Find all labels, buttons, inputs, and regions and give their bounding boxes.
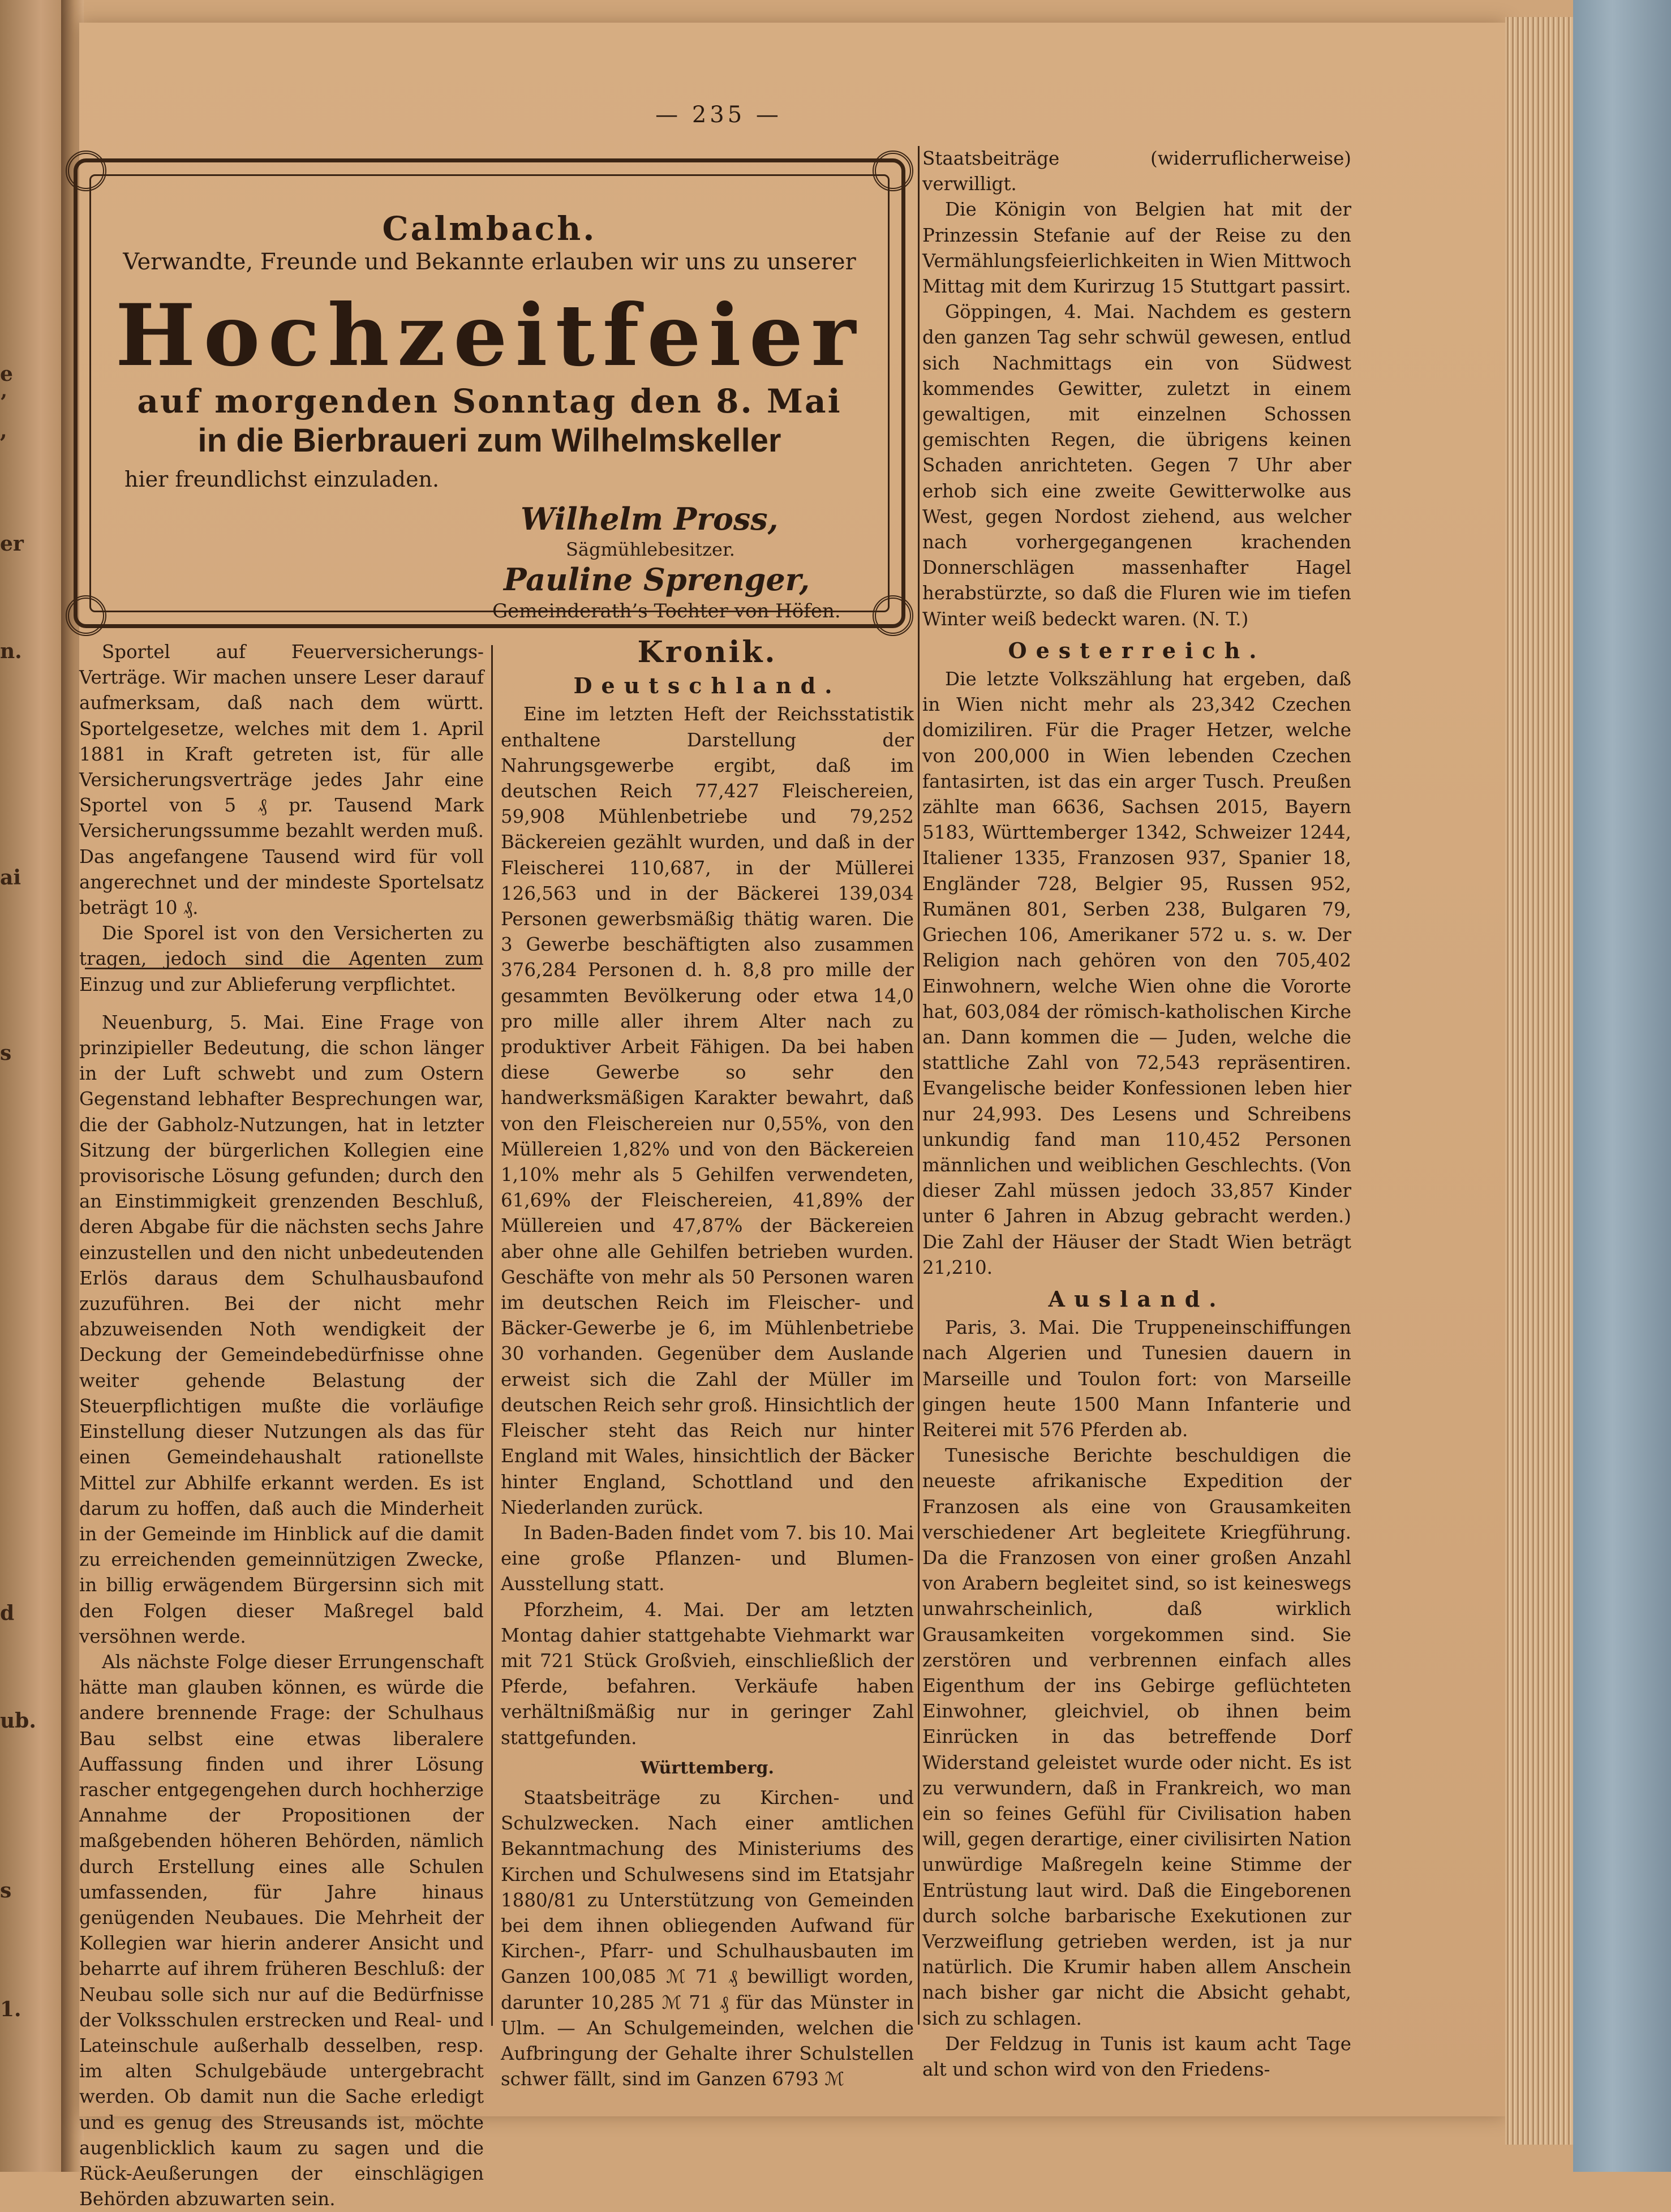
fragment: ’ bbox=[0, 390, 7, 414]
wedding-advertisement bbox=[74, 158, 905, 628]
article-paragraph: Sportel auf Feuerversicherungs-Verträge. Wir machen unsere Leser darauf aufmerksam, daß nach dem württ. Sportelgesetze, welches mit dem 1. April 1881 in Kraft getreten ist, für alle Versicherungsverträge jedes Jahr eine Sportel von 5 ₰ pr. Tausend Mark Versicherungssumme bezahlt werden muß. Das angefangene Tausend wird für voll angerechnet und der mindeste Sportelsatz beträgt 10 ₰. bbox=[79, 641, 484, 919]
article-paragraph: Staatsbeiträge (widerruflicherweise) verwilligt. bbox=[922, 148, 1351, 195]
article-paragraph: In Baden-Baden findet vom 7. bis 10. Mai eine große Pflanzen- und Blumen-Ausstellung statt. bbox=[501, 1522, 914, 1595]
fragment: 1. bbox=[0, 1998, 22, 2021]
fragment: ub. bbox=[0, 1709, 36, 1733]
article-paragraph: Die letzte Volkszählung hat ergeben, daß in Wien nicht mehr als 23,342 Czechen domiziliren. Für die Prager Hetzer, welche von 200,000 in Wien lebenden Czechen fantasirten, ist das ein arger Tusch. Preußen zählte man 6636, Sachsen 2015, Bayern 5183, Württemberger 1342, Schweizer 1244, Italiener 1335, Franzosen 937, Spanier 18, Engländer 728, Belgier 95, Russen 952, Rumänen 801, Serben 238, Bulgaren 79, Griechen 106, Amerikaner 572 u. s. w. Der Religion nach gehören von den 705,402 Einwohnern, welche Wien ohne die Vororte hat, 603,084 der römisch-katholischen Kirche an. Dann kommen die — Juden, welche die stattliche Zahl von 72,543 repräsentiren. Evangelische beider Konfessionen leben hier nur 24,993. Des Lesens und Schreibens unkundig fand man 110,452 Personen männlichen und weiblichen Geschlechts. (Von dieser Zahl müssen jedoch 33,857 Kinder unter 6 Jahren in Abzug gebracht werden.) Die Zahl der Häuser der Stadt Wien beträgt 21,210. bbox=[922, 668, 1351, 1278]
fragment: d bbox=[0, 1601, 15, 1625]
section-title: Kronik. bbox=[637, 635, 777, 669]
ad-place: Calmbach. bbox=[382, 209, 597, 248]
ad-venue: in die Bierbraueri zum Wilhelmskeller bbox=[197, 422, 781, 459]
fragment: n. bbox=[0, 639, 22, 663]
ad-name-groom: Wilhelm Pross, bbox=[521, 501, 779, 537]
ornament-icon bbox=[873, 151, 913, 191]
section-heading: Deutschland. bbox=[573, 673, 841, 699]
article-paragraph: Neuenburg, 5. Mai. Eine Frage von prinzipieller Bedeutung, die schon länger in der Luft schwebt und zum Ostern Gegenstand lebhafter Besprechungen war, die der Gabholz-Nutzungen, hat in letzter Sitzung der bürgerlichen Kollegien eine provisorische Lösung gefunden; durch den an Einstimmigkeit grenzenden Beschluß, deren Abgabe für die nächsten sechs Jahre einzustellen und den nicht unbedeutenden Erlös daraus dem Schulhausbaufond zuzuführen. Bei der nicht mehr abzuweisenden Noth wendigkeit der Deckung der Gemeindebedürfnisse ohne weiter gehende Belastung der Steuerpflichtigen mußte die vorläufige Einstellung dieser Nutzungen als das für einen Gemeindehaushalt rationellste Mittel zur Abhilfe erkannt werden. Es ist darum zu hoffen, daß auch die Minderheit in der Gemeinde im Hinblick auf die damit zu erreichenden gemeinnützigen Zwecke, in billig erwägendem Bürgersinn sich mit den Folgen dieser Maßregel bald versöhnen werde. bbox=[79, 1011, 484, 1647]
article-paragraph: Die Königin von Belgien hat mit der Prinzessin Stefanie auf der Reise zu den Vermählungsfeierlichkeiten in Wien Mittwoch Mittag mit dem Kurirzug 15 Stuttgart passirt. bbox=[922, 199, 1351, 298]
page-edges bbox=[1505, 17, 1573, 2145]
ad-title-bride: Gemeinderath’s Tochter von Höfen. bbox=[492, 600, 841, 622]
ad-headline: Hochzeitfeier bbox=[115, 286, 864, 385]
column-rule bbox=[918, 146, 920, 2025]
ad-title-groom: Sägmühlebesitzer. bbox=[566, 539, 735, 560]
column-2 bbox=[501, 635, 914, 2092]
ornament-icon bbox=[66, 151, 106, 191]
ad-closing: hier freundlichst einzuladen. bbox=[124, 467, 440, 492]
column-1 bbox=[79, 639, 484, 2212]
column-rule bbox=[491, 645, 493, 2026]
article-paragraph: Der Feldzug in Tunis ist kaum acht Tage alt und schon wird von den Friedens- bbox=[922, 2033, 1351, 2081]
ornament-icon bbox=[873, 595, 913, 636]
page-number: — 235 — bbox=[655, 102, 782, 128]
book-spine bbox=[1573, 0, 1671, 2172]
article-paragraph: Paris, 3. Mai. Die Truppeneinschiffungen nach Algerien und Tunesien dauern in Marseille und Toulon fort: von Marseille gingen heute 1500 Mann Infanterie und Reiterei mit 576 Pferden ab. bbox=[922, 1317, 1351, 1441]
fragment: s bbox=[0, 1041, 12, 1065]
left-page-fragments bbox=[0, 0, 62, 2172]
article-paragraph: Eine im letzten Heft der Reichsstatistik enthaltene Darstellung der Nahrungsgewerbe ergibt, daß im deutschen Reich 77,427 Fleischereien, 59,908 Mühlenbetriebe und 79,252 Bäckereien gezählt wurden, und daß in der Fleischerei 110,687, in der Müllerei 126,563 und in der Bäckerei 139,034 Personen gewerbsmäßig thätig waren. Die 3 Gewerbe beschäftigten also zusammen 376,284 Personen d. h. 8,8 pro mille der gesammten Bevölkerung oder etwa 14,0 pro mille aller ihrem Alter nach zu produktiver Arbeit Fähigen. Da bei haben diese Gewerbe so sehr den handwerksmäßigen Karakter bewahrt, daß von den Fleischereien nur 0,55%, von den Müllereien 1,82% und von den Bäckereien 1,10% mehr als 5 Gehilfen verwendeten, 61,69% der Fleischereien, 41,89% der Müllereien und 47,87% der Bäckereien aber ohne alle Gehilfen betrieben wurden. Geschäfte von mehr als 50 Personen waren im deutschen Reich im Fleischer- und Bäcker-Gewerbe je 6, im Mühlenbetriebe 30 vorhanden. Gegenüber dem Auslande erweist sich die Zahl der Müller im deutschen Reich sehr groß. Hinsichtlich der Fleischer steht das Reich nur hinter England mit Wales, hinsichtlich der Bäcker hinter England, Schottland und den Niederlanden zurück. bbox=[501, 703, 914, 1518]
section-heading: Ausland. bbox=[1048, 1286, 1226, 1312]
fragment: er bbox=[0, 532, 24, 556]
fragment: ai bbox=[0, 866, 22, 890]
section-heading: Oesterreich. bbox=[1008, 637, 1266, 663]
fragment: s bbox=[0, 1879, 12, 1902]
article-paragraph: Staatsbeiträge zu Kirchen- und Schulzwecken. Nach einer amtlichen Bekanntmachung des Ministeriums des Kirchen und Schulwesens sind im Etatsjahr 1880/81 zu Unterstützung von Gemeinden bei dem ihnen obliegenden Aufwand für Kirchen-, Pfarr- und Schulhausbauten im Ganzen 100,085 ℳ 71 ₰ bewilligt worden, darunter 10,285 ℳ 71 ₰ für das Münster in Ulm. — An Schulgemeinden, welchen die Aufbringung der Gehalte ihrer Schulstellen schwer fällt, sind im Ganzen 6793 ℳ bbox=[501, 1786, 914, 2090]
article-paragraph: Pforzheim, 4. Mai. Der am letzten Montag dahier stattgehabte Viehmarkt war mit 721 Stück Großvieh, einschließlich der Pferde, befahren. Verkäufe haben verhältnißmäßig nur in geringer Zahl stattgefunden. bbox=[501, 1599, 914, 1749]
fragment: e bbox=[0, 362, 13, 386]
fragment: , bbox=[0, 419, 7, 443]
ad-name-bride: Pauline Sprenger, bbox=[504, 561, 810, 598]
column-3 bbox=[922, 146, 1351, 2082]
article-paragraph: Tunesische Berichte beschuldigen die neueste afrikanische Expedition der Franzosen als eine von Grausamkeiten verschiedener Art begleitete Kriegführung. Da die Franzosen von einer großen Anzahl von Arabern begleitet sind, so ist keineswegs unwahrscheinlich, daß wirklich Grausamkeiten vorgekommen sind. Sie zerstören und verbrennen einfach alles Eigenthum der ins Gebirge geflüchteten Einwohner, gleichviel, ob ihnen beim Einrücken in das betreffende Dorf Widerstand geleistet wurde oder nicht. Es ist zu verwundern, daß in Frankreich, wo man ein so feines Gefühl für Civilisation haben will, gegen derartige, einer civilisirten Nation unwürdige Maßregeln keine Stimme der Entrüstung laut wird. Daß die Eingeborenen durch solche barbarische Exekutionen zur Verzweiflung getrieben werden, ist ja nur natürlich. Die Krumir haben allem Anschein nach bisher gar nicht die Absicht gehabt, sich zu schlagen. bbox=[922, 1445, 1351, 2029]
ad-date-line: auf morgenden Sonntag den 8. Mai bbox=[137, 382, 842, 420]
ornament-icon bbox=[66, 595, 106, 636]
article-paragraph: Göppingen, 4. Mai. Nachdem es gestern den ganzen Tag sehr schwül gewesen, entlud sich Nachmittags ein von Südwest kommendes Gewitter, zuletzt in einem gewaltigen, mit einzelnen Schossen gemischten Regen, die übrigens keinen Schaden anrichteten. Gegen 7 Uhr aber erhob sich eine zweite Gewitterwolke aus West, gegen Nordost ziehend, aus welcher nach vorhergegangenen krachenden Donnerschlägen massenhafter Hagel herabstürzte, so daß die Fluren wie im tiefen Winter weiß bedeckt waren. (N. T.) bbox=[922, 301, 1351, 630]
article-paragraph: Die Sporel ist von den Versicherten zu tragen, jedoch sind die Agenten zum Einzug und zur Ablieferung verpflichtet. bbox=[79, 922, 484, 995]
section-heading: Württemberg. bbox=[641, 1758, 774, 1778]
ad-intro: Verwandte, Freunde und Bekannte erlauben wir uns zu unserer bbox=[123, 249, 856, 275]
article-paragraph: Als nächste Folge dieser Errungenschaft hätte man glauben können, es würde die andere brennende Frage: der Schulhaus Bau selbst eine etwas liberalere Auffassung finden und ihrer Lösung rascher entgegengehen durch hochherzige Annahme der Propositionen der maßgebenden höheren Behörden, nämlich durch Erstellung eines alle Schulen umfassenden, für Jahre hinaus genügenden Neubaues. Die Mehrheit der Kollegien war hierin anderer Ansicht und beharrte auf ihrem früheren Beschluß: der Neubau solle sich nur auf die Bedürfnisse der Volksschulen erstrecken und Real- und Lateinschule außerhalb desselben, resp. im alten Schulgebäude untergebracht werden. Ob damit nun die Sache erledigt und es genug des Streusands ist, möchte augenblicklich kaum zu sagen und die Rück-Aeußerungen der einschlägigen Behörden abzuwarten sein. bbox=[79, 1651, 484, 2210]
